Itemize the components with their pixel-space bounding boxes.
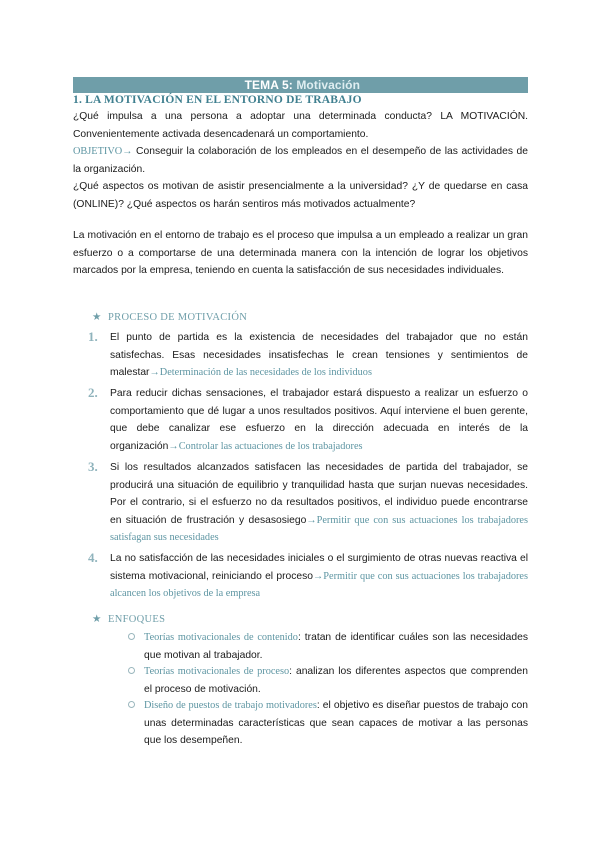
objective-label: OBJETIVO→ xyxy=(73,146,133,157)
objective-text: Conseguir la colaboración de los empleados en el desempeño de las actividades de la organización. xyxy=(73,146,528,175)
approach-text: : tratan de identificar cuáles son las necesidades que motivan al trabajador. xyxy=(144,632,528,661)
item-link-text: →Determinación de las necesidades de los individuos xyxy=(149,367,372,378)
title-bar xyxy=(73,77,528,93)
approach-term: Teorías motivacionales de contenido xyxy=(144,632,298,643)
approaches-heading-label: ENFOQUES xyxy=(108,614,166,625)
star-icon: ★ xyxy=(92,312,102,323)
approach-text: : analizan los diferentes aspectos que comprenden el proceso de motivación. xyxy=(144,666,528,695)
item-number: 1. xyxy=(88,329,98,344)
approach-term: Teorías motivacionales de proceso xyxy=(144,666,290,677)
process-item xyxy=(88,550,528,603)
item-number: 4. xyxy=(88,550,98,565)
circle-bullet-icon xyxy=(128,633,135,640)
process-item xyxy=(88,459,528,547)
item-number: 3. xyxy=(88,459,98,474)
process-item xyxy=(88,329,528,382)
item-text: Para reducir dichas sensaciones, el trabajador estará dispuesto a realizar un esfuerzo o comportamiento que dé lugar a unos resultados positivos. Aquí interviene el buen gerente, que debe canalizar ese esfuerzo en la dirección adecuada en interés de la organización xyxy=(110,388,528,452)
process-heading xyxy=(92,311,247,323)
title-prefix: TEMA 5: xyxy=(244,78,293,92)
item-number: 2. xyxy=(88,385,98,400)
item-text: La no satisfacción de las necesidades iniciales o el surgimiento de otras nuevas reactiva el sistema motivacional, reiniciando el proceso xyxy=(110,553,528,582)
circle-bullet-icon xyxy=(128,701,135,708)
process-item xyxy=(88,385,528,455)
objective-paragraph xyxy=(73,143,528,178)
intro-question-1: ¿Qué impulsa a una persona a adoptar una determinada conducta? LA MOTIVACIÓN. Convenientemente activada desencadenará un comportamiento. xyxy=(73,111,528,140)
section-heading: 1. LA MOTIVACIÓN EN EL ENTORNO DE TRABAJO xyxy=(73,94,362,106)
process-heading-label: PROCESO DE MOTIVACIÓN xyxy=(108,312,248,323)
circle-bullet-icon xyxy=(128,667,135,674)
approach-item xyxy=(128,697,528,750)
definition-paragraph: La motivación en el entorno de trabajo es el proceso que impulsa a un empleado a realizar un gran esfuerzo o a comportarse de una determinada manera con la intención de lograr los objetivos marcados por la empresa, teniendo en cuenta la satisfacción de sus necesidades individuales. xyxy=(73,230,528,276)
approach-item xyxy=(128,629,528,664)
item-link-text: →Permitir que con sus actuaciones los trabajadores alcancen los objetivos de la empresa xyxy=(110,570,528,599)
item-text: El punto de partida es la existencia de necesidades del trabajador que no están satisfechas. Esas necesidades insatisfechas le crean tensiones y sentimientos de malestar xyxy=(110,332,528,378)
star-icon: ★ xyxy=(92,614,102,625)
item-link-text: →Controlar las actuaciones de los trabajadores xyxy=(168,440,363,452)
approach-term: Diseño de puestos de trabajo motivadores xyxy=(144,700,317,711)
approaches-heading xyxy=(92,613,165,625)
approach-item xyxy=(128,663,528,698)
approach-text: : el objetivo es diseñar puestos de trabajo con unas determinadas características que sean capaces de motivar a las personas que los desempeñen. xyxy=(144,700,528,746)
title-name: Motivación xyxy=(296,78,360,92)
intro-question-2: ¿Qué aspectos os motivan de asistir presencialmente a la universidad? ¿Y de quedarse en casa (ONLINE)? ¿Qué aspectos os harán sentiros más motivados actualmente? xyxy=(73,181,528,210)
item-text: Si los resultados alcanzados satisfacen las necesidades de partida del trabajador, se producirá una situación de equilibrio y tranquilidad hasta que surjan nuevas necesidades. Por el contrario, si el esfuerzo no da resultados positivos, el individuo puede encontrarse en situación de frustración y desasosiego xyxy=(110,462,528,526)
item-link-text: →Permitir que con sus actuaciones los trabajadores satisfagan sus necesidades xyxy=(110,514,528,543)
